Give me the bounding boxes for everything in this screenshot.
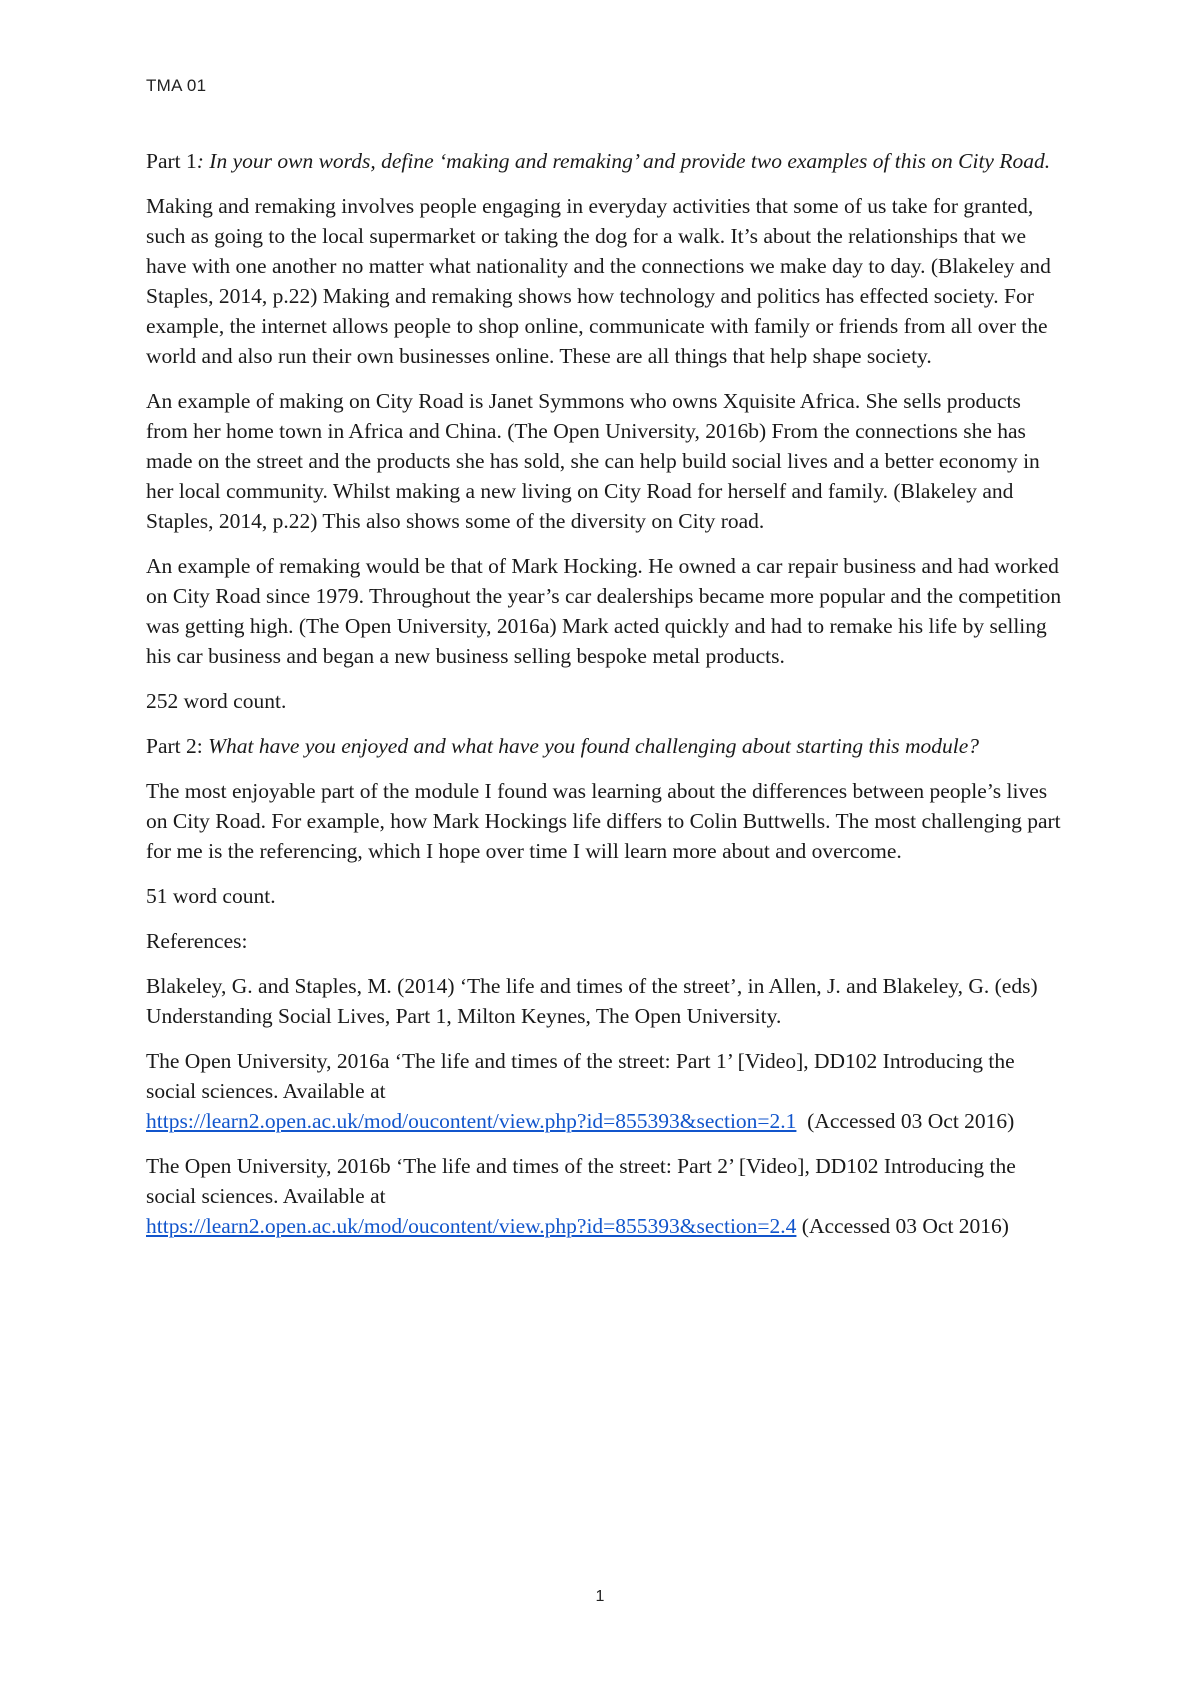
part1-word-count: 252 word count.: [146, 689, 287, 713]
references-heading: References:: [146, 929, 248, 953]
page-number: 1: [595, 1588, 605, 1605]
document-body: [146, 146, 1066, 1256]
part1-paragraph: An example of making on City Road is Janet Symmons who owns Xquisite Africa. She sells products from her home town in Africa and China. (The Open University, 2016b) From the connections she has made on the street and the products she has sold, she can help build social lives and a better economy in her local community. Whilst making a new living on City Road for herself and family. (Blakeley and Staples, 2014, p.22) This also shows some of the diversity on City road.: [146, 389, 1040, 533]
reference-item: Blakeley, G. and Staples, M. (2014) ‘The life and times of the street’, in Allen, J. and Blakeley, G. (eds) Understanding Social Lives, Part 1, Milton Keynes, The Open University.: [146, 974, 1038, 1028]
reference-item: [146, 1151, 1066, 1241]
part1-label: Part 1: [146, 149, 197, 173]
reference-accessed: (Accessed 03 Oct 2016): [796, 1109, 1015, 1133]
part1-heading: [146, 146, 1066, 176]
part1-question: : In your own words, define ‘making and remaking’ and provide two examples of this on City Road.: [196, 149, 1051, 173]
part2-word-count: 51 word count.: [146, 884, 276, 908]
reference-text: The Open University, 2016a ‘The life and times of the street: Part 1’ [Video], DD102 Introducing the social sciences. Available at: [146, 1049, 1015, 1103]
part2-paragraph: The most enjoyable part of the module I found was learning about the differences between people’s lives on City Road. For example, how Mark Hockings life differs to Colin Buttwells. The most challenging part for me is the referencing, which I hope over time I will learn more about and overcome.: [146, 779, 1061, 863]
part1-paragraph: An example of remaking would be that of Mark Hocking. He owned a car repair business and had worked on City Road since 1979. Throughout the year’s car dealerships became more popular and the competition was getting high. (The Open University, 2016a) Mark acted quickly and had to remake his life by selling his car business and began a new business selling bespoke metal products.: [146, 554, 1062, 668]
part2-question: What have you enjoyed and what have you found challenging about starting this module?: [208, 734, 980, 758]
page-header: TMA 01: [146, 76, 207, 95]
reference-link[interactable]: https://learn2.open.ac.uk/mod/oucontent/view.php?id=855393&section=2.1: [146, 1109, 797, 1133]
reference-accessed: (Accessed 03 Oct 2016): [796, 1214, 1009, 1238]
part1-paragraph: Making and remaking involves people engaging in everyday activities that some of us take for granted, such as going to the local supermarket or taking the dog for a walk. It’s about the relationships that we have with one another no matter what nationality and the connections we make day to day. (Blakeley and Staples, 2014, p.22) Making and remaking shows how technology and politics has effected society. For example, the internet allows people to shop online, communicate with family or friends from all over the world and also run their own businesses online. These are all things that help shape society.: [146, 194, 1051, 368]
reference-link[interactable]: https://learn2.open.ac.uk/mod/oucontent/view.php?id=855393&section=2.4: [146, 1214, 797, 1238]
part2-label: Part 2:: [146, 734, 209, 758]
reference-text: The Open University, 2016b ‘The life and times of the street: Part 2’ [Video], DD102 Introducing the social sciences. Available at: [146, 1154, 1016, 1208]
reference-item: [146, 1046, 1066, 1136]
part2-heading: [146, 731, 1066, 761]
